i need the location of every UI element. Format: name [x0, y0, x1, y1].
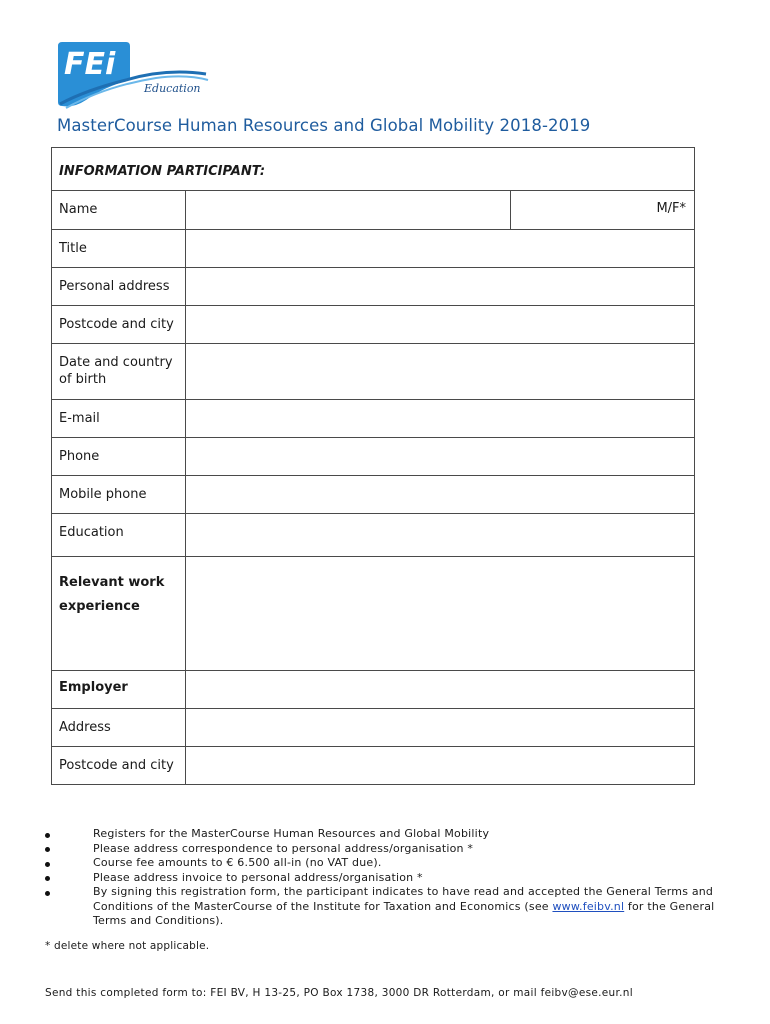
label-employer-postcode-city: Postcode and city — [52, 747, 186, 785]
personal-address-field[interactable] — [193, 268, 694, 283]
list-item — [45, 856, 715, 871]
list-item — [45, 871, 715, 886]
employer-field[interactable] — [193, 671, 694, 686]
label-personal-address: Personal address — [52, 268, 186, 306]
email-field[interactable] — [193, 400, 694, 415]
bullet-text: By signing this registration form, the participant indicates to have read and accepted the General Terms and Conditions of the MasterCourse of the Institute for Taxation and Economics (see — [93, 885, 714, 913]
bullet-text: Please address invoice to personal address/organisation * — [93, 870, 423, 884]
postcode-city-field[interactable] — [193, 306, 694, 321]
bullet-icon — [45, 847, 50, 852]
bullet-icon — [45, 891, 50, 896]
phone-field[interactable] — [193, 438, 694, 453]
bullet-icon — [45, 876, 50, 881]
work-experience-field[interactable] — [193, 557, 694, 599]
birth-field[interactable] — [193, 344, 694, 359]
logo-text: FEi — [64, 47, 116, 82]
list-item — [45, 885, 715, 929]
label-employer: Employer — [52, 671, 186, 709]
bullet-text: Please address correspondence to personal address/organisation * — [93, 841, 474, 855]
list-item — [45, 827, 715, 842]
terms-link[interactable]: www.feibv.nl — [552, 899, 625, 913]
logo-tagline: Education — [144, 82, 201, 95]
employer-address-field[interactable] — [193, 709, 694, 724]
title-field[interactable] — [193, 230, 694, 245]
education-field[interactable] — [193, 514, 694, 529]
send-instructions: Send this completed form to: FEI BV, H 13-25, PO Box 1738, 3000 DR Rotterdam, or mail feibv@ese.eur.nl — [45, 987, 633, 999]
employer-postcode-city-field[interactable] — [193, 747, 694, 762]
list-item — [45, 842, 715, 857]
terms-list — [45, 827, 715, 929]
bullet-text: Registers for the MasterCourse Human Resources and Global Mobility — [93, 827, 490, 840]
name-field[interactable] — [193, 191, 510, 206]
bullet-icon — [45, 833, 50, 838]
footnote: * delete where not applicable. — [45, 940, 210, 952]
label-mf[interactable]: M/F* — [511, 191, 695, 230]
label-mobile: Mobile phone — [52, 476, 186, 514]
label-name: Name — [52, 191, 186, 230]
label-email: E-mail — [52, 400, 186, 438]
label-employer-address: Address — [52, 709, 186, 747]
participant-form — [51, 147, 695, 785]
bullet-text: Course fee amounts to € 6.500 all-in (no VAT due). — [93, 856, 382, 869]
label-title: Title — [52, 230, 186, 268]
label-phone: Phone — [52, 438, 186, 476]
fei-logo — [56, 40, 216, 112]
label-birth: Date and country of birth — [52, 344, 186, 400]
label-postcode-city: Postcode and city — [52, 306, 186, 344]
label-education: Education — [52, 514, 186, 557]
bullet-icon — [45, 862, 50, 867]
mobile-field[interactable] — [193, 476, 694, 491]
bullet-text-tail: for the General Terms and Conditions). — [93, 899, 715, 927]
section-header: INFORMATION PARTICIPANT: — [52, 148, 695, 191]
page-title: MasterCourse Human Resources and Global Mobility 2018-2019 — [57, 116, 591, 135]
label-work-experience: Relevant work experience — [52, 557, 186, 671]
